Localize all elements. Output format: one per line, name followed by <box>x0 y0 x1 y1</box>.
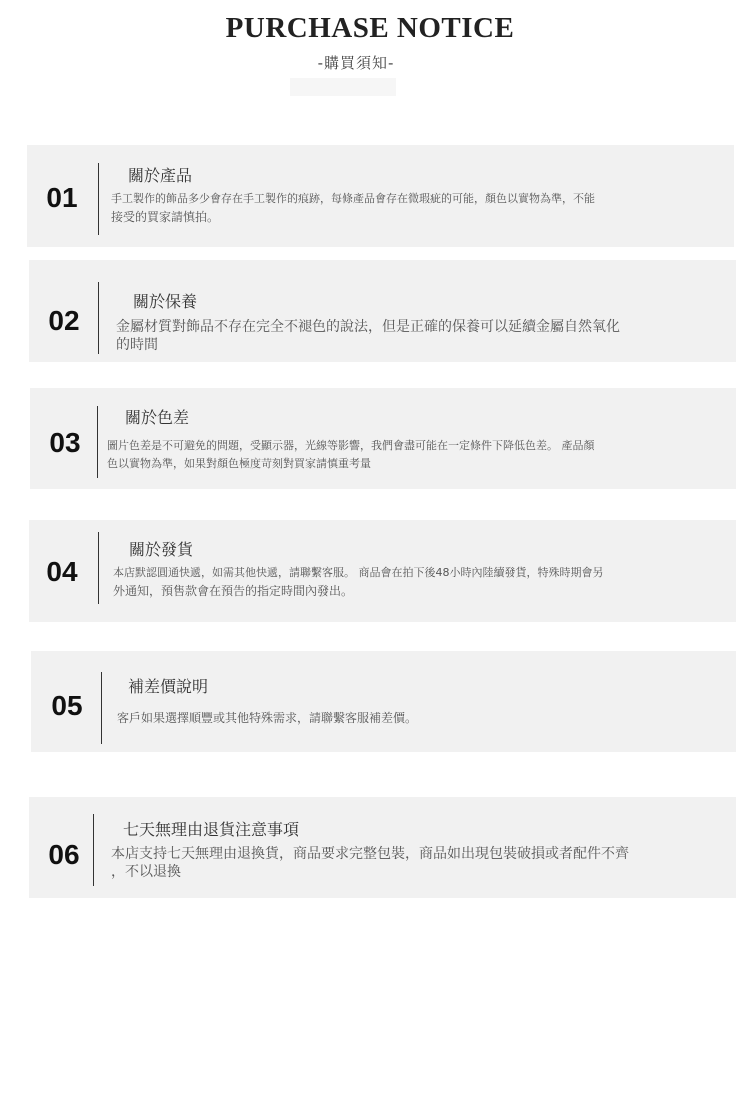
page-subtitle: -購買須知- <box>317 54 395 72</box>
section-number: 06 <box>48 839 80 870</box>
section-body-line: 本店默認圓通快遞，如需其他快遞，請聯繫客服。 商品會在拍下後48小時內陸續發貨，特殊時期會另 <box>113 566 604 579</box>
section-heading: 關於發貨 <box>129 540 194 559</box>
section-number: 02 <box>48 305 80 336</box>
notice-card-05 <box>31 651 736 752</box>
section-divider <box>93 814 94 886</box>
section-number: 05 <box>51 690 83 721</box>
section-body-line: ，不以退換 <box>111 864 181 880</box>
section-divider <box>98 163 99 235</box>
section-body-line: 客戶如果選擇順豐或其他特殊需求，請聯繫客服補差價。 <box>117 711 418 725</box>
section-heading: 補差價說明 <box>128 677 209 696</box>
section-body <box>113 564 604 600</box>
section-heading: 七天無理由退貨注意事項 <box>123 820 300 839</box>
section-body <box>116 318 620 354</box>
section-body <box>117 709 417 727</box>
section-body-line: 圖片色差是不可避免的問題，受顯示器，光線等影響，我們會盡可能在一定條件下降低色差。 產品顏 <box>107 439 595 452</box>
notice-card-04 <box>29 520 736 622</box>
section-divider <box>98 532 99 604</box>
notice-card-02 <box>29 260 736 362</box>
section-divider <box>101 672 102 744</box>
section-divider <box>98 282 99 354</box>
section-heading: 關於保養 <box>133 292 198 311</box>
section-heading: 關於產品 <box>128 166 193 185</box>
page-title: PURCHASE NOTICE <box>225 12 515 44</box>
section-body-line: 手工製作的飾品多少會存在手工製作的痕跡，每條產品會存在微瑕疵的可能，顏色以實物為準，不能 <box>111 192 595 205</box>
section-body <box>107 437 595 473</box>
notice-card-03 <box>30 388 736 489</box>
notice-card-01 <box>27 145 734 247</box>
section-heading: 關於色差 <box>125 408 190 427</box>
section-body-line: 本店支持七天無理由退換貨，商品要求完整包裝，商品如出現包裝破損或者配件不齊 <box>111 846 629 862</box>
section-body-line: 色以實物為準，如果對顏色極度苛刻對買家請慎重考量 <box>107 457 371 470</box>
section-number: 03 <box>49 427 81 458</box>
section-body-line: 接受的買家請慎拍。 <box>111 210 220 224</box>
section-body <box>111 845 629 881</box>
section-divider <box>97 406 98 478</box>
section-number: 04 <box>46 556 78 587</box>
section-body-line: 外通知，預售款會在預告的指定時間內發出。 <box>113 584 354 598</box>
section-number: 01 <box>46 182 78 213</box>
subtitle-underline <box>290 78 396 96</box>
notice-card-06 <box>29 797 736 898</box>
section-body-line: 的時間 <box>116 337 158 353</box>
section-body-line: 金屬材質對飾品不存在完全不褪色的說法，但是正確的保養可以延續金屬自然氧化 <box>116 319 620 335</box>
section-body <box>111 190 595 226</box>
